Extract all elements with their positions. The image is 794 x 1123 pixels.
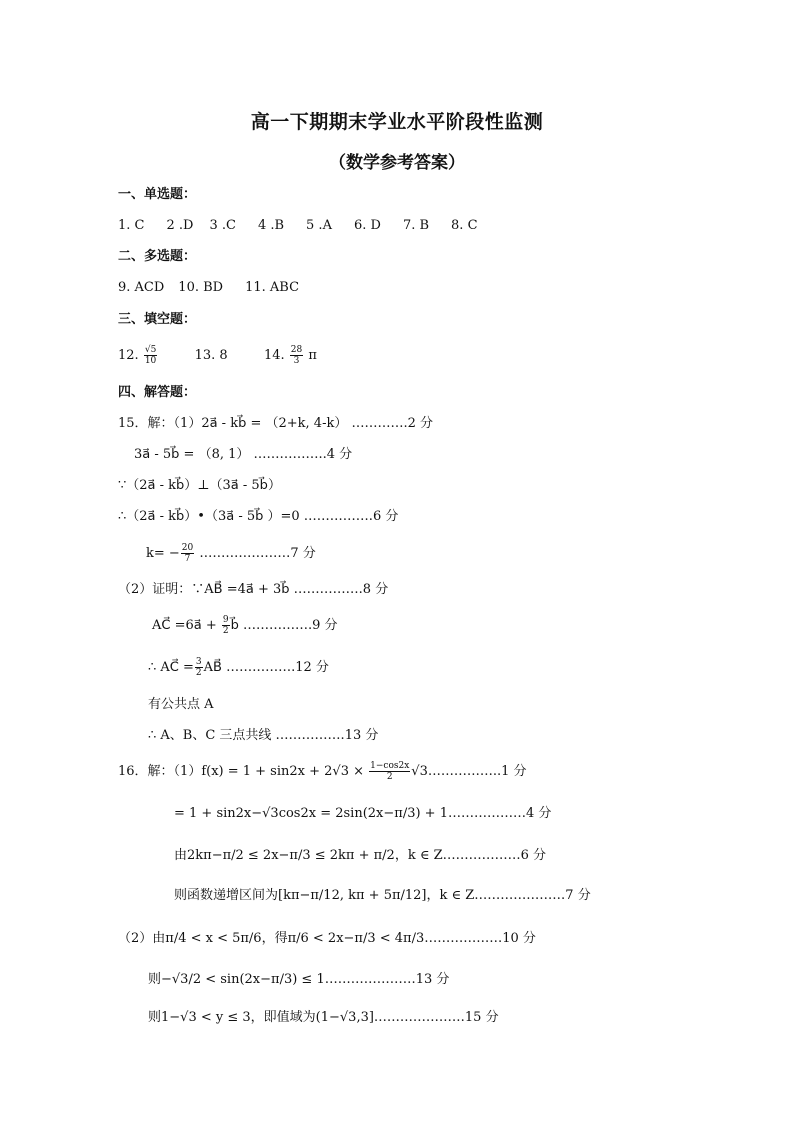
solution-15-line-8: [148, 657, 329, 679]
answer-11: 11. ABC: [245, 280, 300, 295]
solution-16-line-7: 则1−√3 < y ≤ 3，即值域为(1−√3,3]…………………15 分: [148, 1010, 499, 1025]
answer-9: 9. ACD: [118, 280, 165, 295]
page-subtitle: （数学参考答案）: [329, 153, 465, 173]
k-fraction: [181, 543, 194, 564]
nine-halves-denominator: 2: [222, 626, 229, 636]
solution-15-line-9: 有公共点 A: [148, 697, 214, 712]
answer-1: 1. C: [118, 218, 145, 233]
answer-12-numerator: √5: [144, 345, 157, 355]
three-halves-denominator: 2: [195, 668, 202, 678]
answer-14-suffix: π: [308, 348, 317, 363]
solution-16-line-2: = 1 + sin2x−√3cos2x = 2sin(2x−π/3) + 1………………4 分: [174, 806, 552, 821]
solution-15-line-4: ∴（2a⃗ - kb⃗）•（3a⃗ - 5b⃗ ）=0 …………….6 分: [118, 509, 399, 524]
answer-2: 2 .D: [166, 218, 194, 233]
three-halves-fraction: [195, 657, 203, 678]
fill-blank-answers: [118, 345, 317, 367]
line-16a-suffix: √3……………..1 分: [411, 764, 527, 779]
section-heading-multi-choice: 二、多选题：: [118, 249, 197, 264]
solution-16-line-5: （2）由π/4 < x < 5π/6，得π/6 < 2x−π/3 < 4π/3………………10 分: [118, 931, 536, 946]
solution-15-line-1: 15．解：（1）2a⃗ - kb⃗ = （2+k, 4-k） ………….2 分: [118, 416, 434, 431]
line-7-suffix: b⃗ …………….9 分: [230, 618, 338, 633]
three-halves-numerator: 3: [195, 657, 202, 667]
answer-12-label: 12.: [118, 348, 139, 363]
solution-16-line-4: 则函数递增区间为[kπ−π/12, kπ + 5π/12]，k ∈ Z…………………7 分: [174, 888, 591, 903]
answer-14-denominator: 3: [293, 356, 300, 366]
answer-14-fraction: [290, 345, 303, 366]
answer-14-numerator: 28: [290, 345, 303, 355]
answer-3: 3 .C: [209, 218, 236, 233]
answer-10: 10. BD: [178, 280, 224, 295]
line-7-prefix: AC⃗ =6a⃗ +: [152, 618, 221, 633]
answer-8: 8. C: [451, 218, 478, 233]
nine-halves-fraction: [222, 615, 230, 636]
answer-6: 6. D: [353, 218, 381, 233]
line-5-suffix: …………………7 分: [195, 546, 316, 561]
cos-numerator: 1−cos2x: [370, 761, 410, 771]
answer-12-fraction: [144, 345, 157, 366]
cos-fraction: [369, 761, 410, 782]
answer-4: 4 .B: [257, 218, 285, 233]
line-5-prefix: k= −: [146, 546, 180, 561]
solution-15-line-3: ∵（2a⃗ - kb⃗）⊥（3a⃗ - 5b⃗）: [118, 478, 281, 493]
answer-5: 5 .A: [306, 218, 332, 233]
line-8-prefix: ∴ AC⃗ =: [148, 660, 194, 675]
solution-15-line-5: [146, 543, 316, 565]
k-denominator: 7: [184, 554, 191, 564]
cos-denominator: 2: [386, 772, 393, 782]
line-16a-prefix: 16．解：（1）f(x) = 1 + sin2x + 2√3 ×: [118, 764, 369, 779]
solution-15-line-2: 3a⃗ - 5b⃗ = （8, 1） ……………..4 分: [134, 447, 353, 462]
solution-15-line-6: （2）证明：∵AB⃗ =4a⃗ + 3b⃗ …………….8 分: [118, 582, 389, 597]
solution-16-line-6: 则−√3/2 < sin(2x−π/3) ≤ 1…………………13 分: [148, 972, 450, 987]
answer-12-denominator: 10: [144, 356, 157, 366]
k-numerator: 20: [181, 543, 194, 553]
solution-15-line-7: [152, 615, 338, 637]
answer-7: 7. B: [402, 218, 430, 233]
single-choice-answers: [118, 217, 478, 235]
solution-16-line-1: [118, 761, 527, 783]
solution-15-line-10: ∴ A、B、C 三点共线 …………….13 分: [148, 728, 379, 743]
answer-13: 13. 8: [194, 348, 228, 363]
section-heading-fill-blank: 三、填空题：: [118, 312, 197, 327]
nine-halves-numerator: 9: [222, 615, 229, 625]
answer-14-label: 14.: [263, 348, 285, 363]
section-heading-solutions: 四、解答题：: [118, 385, 197, 400]
section-heading-single-choice: 一、单选题：: [118, 187, 197, 202]
page-title: 高一下期期末学业水平阶段性监测: [250, 111, 544, 133]
solution-16-line-3: 由2kπ−π/2 ≤ 2x−π/3 ≤ 2kπ + π/2，k ∈ Z………………6 分: [174, 848, 547, 863]
multi-choice-answers: [118, 279, 299, 297]
line-8-suffix: AB⃗ …………….12 分: [203, 660, 329, 675]
